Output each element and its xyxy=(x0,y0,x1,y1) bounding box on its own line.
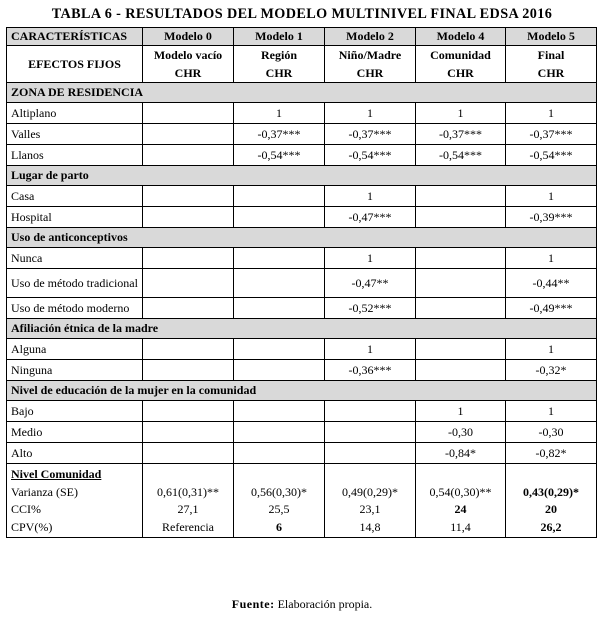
table-cell: -0,54*** xyxy=(234,145,325,166)
row-label: CPV(%) xyxy=(7,518,143,538)
table-cell: 1 xyxy=(506,186,597,207)
table-row xyxy=(7,103,597,124)
row-label: Uso de método moderno xyxy=(7,298,143,319)
community-title: Nivel Comunidad xyxy=(11,466,102,481)
community-header-row xyxy=(7,464,597,485)
table-cell: -0,84* xyxy=(416,443,506,464)
table-cell: 26,2 xyxy=(506,518,597,538)
table-cell xyxy=(416,269,506,298)
section-header-row xyxy=(7,319,597,339)
section-header-row xyxy=(7,228,597,248)
table-title: TABLA 6 - RESULTADOS DEL MODELO MULTINIVEL FINAL EDSA 2016 xyxy=(51,6,553,22)
section-header-row xyxy=(7,83,597,103)
table-cell xyxy=(143,103,234,124)
table-cell: 0,49(0,29)* xyxy=(325,484,416,501)
section-title: Nivel de educación de la mujer en la comunidad xyxy=(7,381,597,401)
table-cell xyxy=(234,186,325,207)
table-cell: 1 xyxy=(325,103,416,124)
table-cell: -0,52*** xyxy=(325,298,416,319)
table-row xyxy=(7,269,597,298)
row-label: Alto xyxy=(7,443,143,464)
table-cell: -0,49*** xyxy=(506,298,597,319)
section-title: Afiliación étnica de la madre xyxy=(7,319,597,339)
table-row xyxy=(7,360,597,381)
chr-label: CHR xyxy=(416,65,506,83)
table-cell xyxy=(143,124,234,145)
characteristics-header: CARACTERÍSTICAS xyxy=(7,28,143,46)
table-cell xyxy=(416,339,506,360)
table-cell: -0,47*** xyxy=(325,207,416,228)
table-cell: 1 xyxy=(506,339,597,360)
model-header: Modelo 4 xyxy=(416,28,506,46)
table-cell xyxy=(325,422,416,443)
table-cell xyxy=(234,401,325,422)
table-cell: 25,5 xyxy=(234,501,325,518)
table-cell: -0,30 xyxy=(506,422,597,443)
table-cell: -0,37*** xyxy=(325,124,416,145)
table-cell xyxy=(143,464,234,485)
table-cell xyxy=(143,145,234,166)
table-row xyxy=(7,443,597,464)
table-cell: 27,1 xyxy=(143,501,234,518)
row-label: Llanos xyxy=(7,145,143,166)
chr-label: CHR xyxy=(325,65,416,83)
table-cell xyxy=(143,443,234,464)
model-name-row xyxy=(7,46,597,66)
table-cell xyxy=(143,298,234,319)
source-note xyxy=(0,597,604,612)
table-cell xyxy=(143,422,234,443)
fixed-effects-label: EFECTOS FIJOS xyxy=(7,46,143,83)
table-cell xyxy=(234,464,325,485)
table-cell: 24 xyxy=(416,501,506,518)
chr-label: CHR xyxy=(506,65,597,83)
table-cell xyxy=(416,207,506,228)
table-cell xyxy=(143,248,234,269)
table-cell: -0,37*** xyxy=(416,124,506,145)
table-cell xyxy=(143,207,234,228)
table-cell: -0,37*** xyxy=(234,124,325,145)
row-label: Medio xyxy=(7,422,143,443)
table-cell: 11,4 xyxy=(416,518,506,538)
model-name: Comunidad xyxy=(416,46,506,66)
table-row xyxy=(7,422,597,443)
table-cell xyxy=(143,360,234,381)
table-cell: 1 xyxy=(234,103,325,124)
model-name: Niño/Madre xyxy=(325,46,416,66)
chr-label: CHR xyxy=(143,65,234,83)
row-label: Hospital xyxy=(7,207,143,228)
table-cell xyxy=(234,269,325,298)
table-cell: Referencia xyxy=(143,518,234,538)
model-name: Modelo vacío xyxy=(143,46,234,66)
table-row xyxy=(7,339,597,360)
model-header: Modelo 5 xyxy=(506,28,597,46)
source-text: Elaboración propia. xyxy=(277,597,373,611)
source-label: Fuente: xyxy=(231,597,275,611)
row-label: Bajo xyxy=(7,401,143,422)
table-row xyxy=(7,186,597,207)
table-row xyxy=(7,401,597,422)
table-cell xyxy=(325,464,416,485)
row-label: Valles xyxy=(7,124,143,145)
table-cell: -0,47** xyxy=(325,269,416,298)
row-label: Altiplano xyxy=(7,103,143,124)
table-cell: -0,82* xyxy=(506,443,597,464)
row-label: Varianza (SE) xyxy=(7,484,143,501)
section-header-row xyxy=(7,381,597,401)
header-row xyxy=(7,28,597,46)
table-row xyxy=(7,145,597,166)
table-cell: -0,39*** xyxy=(506,207,597,228)
table-cell: 0,61(0,31)** xyxy=(143,484,234,501)
table-row xyxy=(7,298,597,319)
table-cell: -0,32* xyxy=(506,360,597,381)
table-cell xyxy=(416,186,506,207)
table-row xyxy=(7,124,597,145)
model-header: Modelo 0 xyxy=(143,28,234,46)
table-cell: 1 xyxy=(416,103,506,124)
table-cell: 6 xyxy=(234,518,325,538)
table-cell xyxy=(234,207,325,228)
section-header-row xyxy=(7,166,597,186)
section-title: Lugar de parto xyxy=(7,166,597,186)
table-cell: 1 xyxy=(506,401,597,422)
table-cell xyxy=(234,248,325,269)
table-cell xyxy=(143,186,234,207)
results-table xyxy=(6,27,597,538)
table-row xyxy=(7,248,597,269)
model-header: Modelo 1 xyxy=(234,28,325,46)
table-cell: 1 xyxy=(325,248,416,269)
table-cell xyxy=(234,443,325,464)
table-cell xyxy=(234,422,325,443)
row-label: CCI% xyxy=(7,501,143,518)
table-cell xyxy=(325,401,416,422)
row-label: Casa xyxy=(7,186,143,207)
table-cell xyxy=(416,298,506,319)
table-cell: -0,36*** xyxy=(325,360,416,381)
row-label: Nunca xyxy=(7,248,143,269)
table-cell: 1 xyxy=(506,103,597,124)
table-cell xyxy=(143,269,234,298)
table-cell xyxy=(325,443,416,464)
table-cell: -0,54*** xyxy=(325,145,416,166)
row-label: Uso de método tradicional xyxy=(7,269,143,298)
table-row xyxy=(7,207,597,228)
table-cell: -0,54*** xyxy=(416,145,506,166)
model-header: Modelo 2 xyxy=(325,28,416,46)
table-cell: 0,54(0,30)** xyxy=(416,484,506,501)
table-row xyxy=(7,484,597,501)
table-cell xyxy=(416,464,506,485)
table-cell: -0,37*** xyxy=(506,124,597,145)
table-cell xyxy=(416,248,506,269)
chr-label: CHR xyxy=(234,65,325,83)
table-cell: 0,43(0,29)* xyxy=(506,484,597,501)
table-cell: -0,54*** xyxy=(506,145,597,166)
table-cell xyxy=(234,339,325,360)
table-cell xyxy=(506,464,597,485)
table-row xyxy=(7,501,597,518)
section-title: Uso de anticonceptivos xyxy=(7,228,597,248)
table-cell: 1 xyxy=(506,248,597,269)
table-cell: 0,56(0,30)* xyxy=(234,484,325,501)
table-cell: 1 xyxy=(416,401,506,422)
section-title: ZONA DE RESIDENCIA xyxy=(7,83,597,103)
community-title-cell xyxy=(7,464,143,485)
table-cell: -0,44** xyxy=(506,269,597,298)
table-cell: 14,8 xyxy=(325,518,416,538)
model-name: Región xyxy=(234,46,325,66)
table-cell: 1 xyxy=(325,339,416,360)
table-cell xyxy=(143,339,234,360)
table-cell: 20 xyxy=(506,501,597,518)
row-label: Ninguna xyxy=(7,360,143,381)
table-cell xyxy=(234,298,325,319)
table-row xyxy=(7,518,597,538)
table-cell: 1 xyxy=(325,186,416,207)
table-cell: -0,30 xyxy=(416,422,506,443)
table-cell xyxy=(143,401,234,422)
table-cell: 23,1 xyxy=(325,501,416,518)
table-cell xyxy=(234,360,325,381)
row-label: Alguna xyxy=(7,339,143,360)
table-cell xyxy=(416,360,506,381)
model-name: Final xyxy=(506,46,597,66)
